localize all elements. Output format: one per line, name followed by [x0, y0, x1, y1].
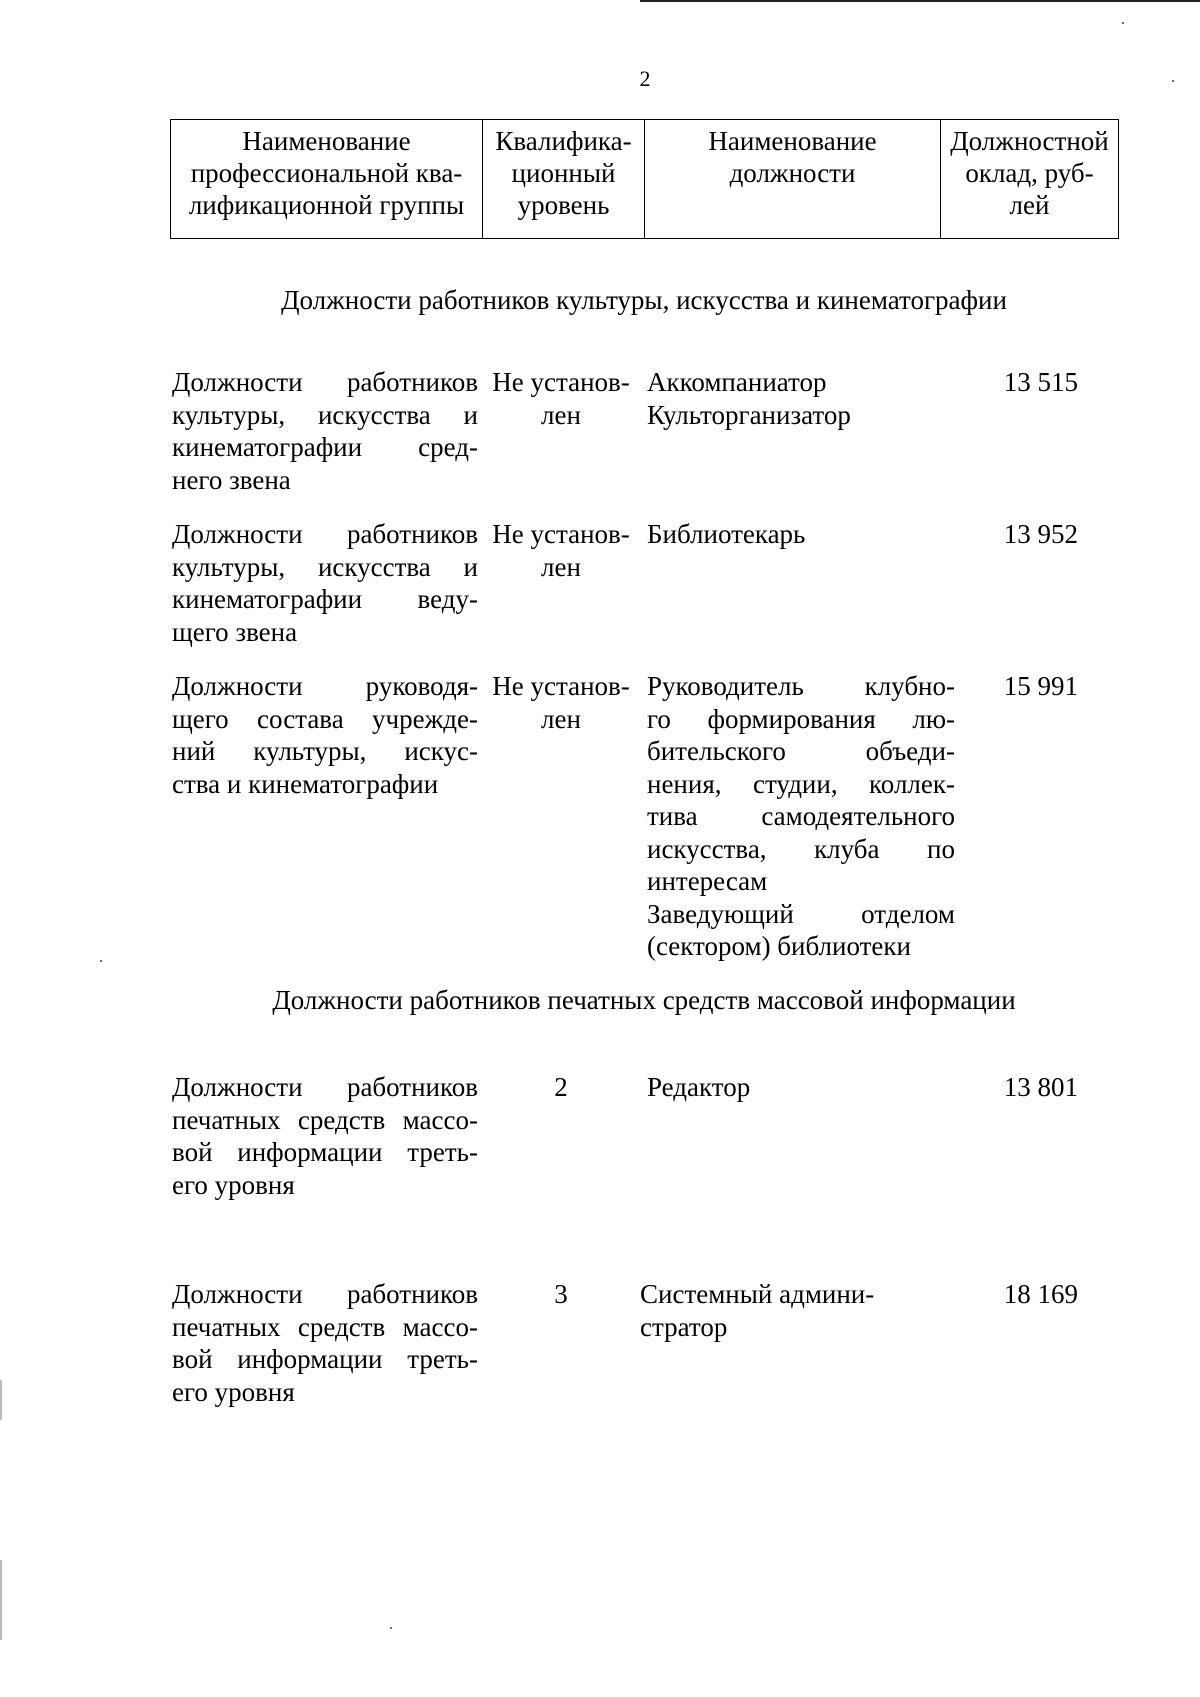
word: студии,: [752, 768, 838, 799]
section-title-culture: Должности работников культуры, искусства и кинематографии: [281, 285, 1007, 315]
position-line: [647, 898, 955, 931]
word: сред-: [418, 432, 478, 462]
group-cell: [172, 1071, 478, 1201]
header-line: лей: [1009, 190, 1050, 220]
word: отделом: [861, 898, 955, 929]
word: объеди-: [865, 736, 955, 766]
header-professional-group: [171, 120, 483, 239]
group-cell: [172, 1278, 478, 1408]
level-line: 3: [554, 1279, 568, 1309]
position-line: Культорганизатор: [647, 399, 851, 430]
word: информации: [237, 1344, 383, 1374]
word: массо-: [402, 1311, 478, 1342]
level-cell: [488, 518, 634, 583]
header-line: лификационной группы: [188, 190, 465, 220]
word: работников: [346, 1072, 478, 1102]
header-line: профессиональной ква-: [190, 158, 463, 188]
header-line: оклад, руб-: [965, 158, 1094, 188]
word: бительского: [647, 736, 786, 766]
word: Должности: [172, 671, 303, 701]
group-line: [172, 551, 478, 584]
word: искус-: [404, 736, 478, 766]
group-line: его уровня: [172, 1376, 295, 1407]
scan-speck: [100, 960, 102, 962]
group-line: [172, 1311, 478, 1344]
word: ний: [172, 736, 216, 766]
table-header: [170, 119, 1119, 239]
group-line: [172, 518, 478, 551]
group-cell: [172, 366, 478, 496]
word: и: [463, 399, 478, 430]
position-line: (сектором) библиотеки: [647, 931, 911, 961]
header-line: ционный: [511, 158, 616, 188]
position-cell: [640, 1278, 948, 1343]
position-line: Системный админи-: [640, 1279, 875, 1309]
group-line: [172, 583, 478, 616]
level-line: Не установ-: [492, 671, 630, 701]
level-line: 2: [554, 1072, 568, 1102]
page-number: 2: [639, 66, 651, 91]
position-line: стратор: [640, 1311, 728, 1342]
word: средств: [297, 1104, 386, 1135]
group-cell: [172, 518, 478, 648]
header-line: Наименование: [708, 126, 877, 156]
salary-cell: 13 801: [1003, 1072, 1078, 1102]
word: нения,: [647, 768, 722, 799]
section-title-print-media: Должности работников печатных средств массовой информации: [272, 985, 1016, 1015]
position-cell: [647, 1071, 955, 1104]
word: средств: [297, 1311, 386, 1342]
word: вой: [172, 1344, 213, 1374]
word: работников: [346, 1279, 478, 1309]
word: треть-: [407, 1344, 478, 1374]
word: информации: [237, 1137, 383, 1167]
word: искусства: [317, 551, 431, 582]
word: го: [647, 703, 671, 734]
word: печатных: [172, 1311, 281, 1342]
header-line: Квалифика-: [495, 126, 632, 156]
position-cell: [647, 366, 955, 431]
group-line: [172, 703, 478, 736]
header-line: Наименование: [242, 126, 411, 156]
word: искусства,: [647, 833, 767, 864]
word: веду-: [417, 584, 478, 614]
header-line: Должностной: [950, 126, 1109, 156]
group-line: щего звена: [172, 616, 298, 647]
level-cell: [488, 670, 634, 735]
position-line: интересам: [647, 866, 768, 896]
word: клубно-: [864, 671, 955, 701]
group-line: него звена: [172, 464, 291, 495]
header-salary: [941, 120, 1119, 239]
group-line: [172, 1104, 478, 1137]
word: культуры,: [172, 399, 286, 430]
word: по: [927, 833, 955, 864]
position-line: Библиотекарь: [647, 519, 806, 549]
word: вой: [172, 1137, 213, 1167]
group-line: [172, 431, 478, 464]
position-line: [647, 670, 955, 703]
word: коллек-: [869, 768, 955, 799]
word: щего: [172, 703, 229, 734]
word: кинематографии: [172, 432, 363, 462]
position-line: Аккомпаниатор: [647, 367, 827, 397]
level-line: Не установ-: [492, 367, 630, 397]
level-cell: [488, 366, 634, 431]
word: массо-: [402, 1104, 478, 1135]
scan-speck: [390, 1627, 392, 1629]
word: Должности: [172, 1072, 303, 1102]
scan-edge-mark: [0, 1560, 2, 1640]
position-cell: [647, 518, 955, 551]
position-cell: [647, 670, 955, 963]
word: тива: [647, 801, 698, 831]
position-line: Редактор: [647, 1072, 751, 1102]
group-line: [172, 1136, 478, 1169]
scan-edge-mark: [0, 1380, 2, 1420]
group-line: [172, 399, 478, 432]
word: формирования: [707, 703, 876, 734]
word: Заведующий: [647, 898, 794, 929]
position-line: [647, 735, 955, 768]
word: Должности: [172, 519, 303, 549]
word: работников: [346, 367, 478, 397]
level-line: лен: [541, 551, 581, 582]
group-line: [172, 670, 478, 703]
position-line: [647, 703, 955, 736]
header-qualification-level: [483, 120, 645, 239]
group-line: [172, 735, 478, 768]
salary-cell: 13 952: [1003, 519, 1078, 549]
word: руководя-: [365, 671, 478, 701]
top-border-line: [640, 0, 1200, 2]
header-line: уровень: [517, 190, 610, 220]
level-line: лен: [541, 703, 581, 734]
level-cell: [488, 1278, 634, 1311]
word: Должности: [172, 367, 303, 397]
group-line: его уровня: [172, 1169, 295, 1200]
word: искусства: [317, 399, 431, 430]
word: Руководитель: [647, 671, 804, 701]
level-cell: [488, 1071, 634, 1104]
word: учрежде-: [372, 703, 478, 734]
group-line: [172, 1071, 478, 1104]
salary-cell: 15 991: [1003, 671, 1078, 701]
position-line: [647, 768, 955, 801]
word: клуба: [814, 833, 880, 864]
word: кинематографии: [172, 584, 363, 614]
group-cell: [172, 670, 478, 800]
salary-cell: 18 169: [1003, 1279, 1078, 1309]
word: печатных: [172, 1104, 281, 1135]
word: лю-: [912, 703, 955, 734]
word: культуры,: [253, 736, 367, 766]
header-line: должности: [729, 158, 856, 188]
salary-cell: 13 515: [1003, 367, 1078, 397]
level-line: Не установ-: [492, 519, 630, 549]
scan-speck: [1122, 22, 1124, 24]
word: культуры,: [172, 551, 286, 582]
word: состава: [257, 703, 344, 734]
header-position-name: [645, 120, 941, 239]
position-line: [647, 800, 955, 833]
position-line: [647, 833, 955, 866]
word: и: [463, 551, 478, 582]
level-line: лен: [541, 399, 581, 430]
word: треть-: [407, 1137, 478, 1167]
group-line: [172, 1343, 478, 1376]
word: Должности: [172, 1279, 303, 1309]
group-line: [172, 366, 478, 399]
word: работников: [346, 519, 478, 549]
group-line: ства и кинематографии: [172, 768, 439, 799]
group-line: [172, 1278, 478, 1311]
word: самодеятельного: [761, 801, 955, 831]
